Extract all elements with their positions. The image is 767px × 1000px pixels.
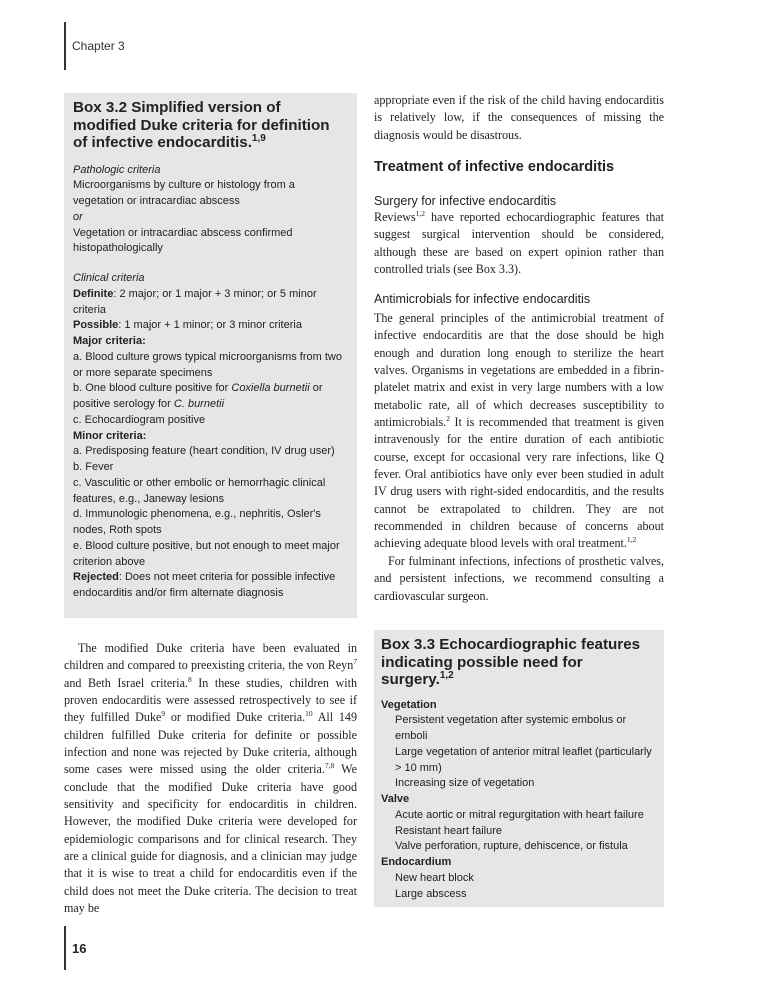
vegetation-heading: Vegetation — [381, 698, 437, 711]
rejected-criteria: Rejected: Does not meet criteria for possible infective endocarditis and/or firm alternate diagnosis — [73, 571, 336, 599]
minor-criterion-b: b. Fever — [73, 461, 114, 473]
chapter-label: Chapter 3 — [72, 39, 125, 53]
heading-surgery: Surgery for infective endocarditis — [374, 194, 557, 208]
major-criterion-a: a. Blood culture grows typical microorganisms from two or more separate specimens — [73, 350, 342, 379]
valve-item-1: Acute aortic or mitral regurgitation with heart failure — [395, 808, 644, 821]
antimicrobials-paragraph-1: The general principles of the antimicrobial treatment of infective endocarditis are that the dose should be high enough and duration long enough to sterilize the heart valves. Organisms in vegetations are embedded in a fibrin-platelet matrix and exist in very large numbers with a low metabolic rate, all of which decreases susceptibility to antimicrobials.$^2$ It is recommended that treatment is given intravenously for the entire duration of each antibiotic course, except for occasional very rare infections, like Q fever. Oral antibiotics have only ever been studied in adult IV drug users with right-sided endocarditis, and the results cannot be extrapolated to children. They are not recommended in children because of concerns about achieving adequate blood levels with oral treatment.$^{1,2}$ — [374, 311, 664, 551]
definite-criteria: Definite: 2 major; or 1 major + 3 minor; or 5 minor criteria — [73, 287, 317, 316]
pathologic-criterion-1: Microorganisms by culture or histology from a vegetation or intracardiac abscess — [73, 179, 295, 207]
paragraph-duke-evaluation: The modified Duke criteria have been evaluated in children and compared to preexisting criteria, the von Reyn$^7$ and Beth Israel criteria.$^8$ In these studies, children with proven endocarditis were assessed retrospectively to see if they fulfilled Duke$^9$ or modified Duke criteria.$^{10}$ All 149 children fulfilled Duke criteria for definite or possible infection and none was rejected by Duke criteria, although some cases were missed using the older criteria.$^{7,8}$ We conclude that the modified Duke criteria have good sensitivity and specificity for endocarditis in children. However, the modified Duke criteria were developed for epidemiologic comparisons and for clinical research. They are a clinical guide for diagnosis, and a clinician may judge that it is wise to treat a child for endocarditis even if the child does not meet the Duke criteria. The decision to treat may be — [64, 641, 357, 916]
endocardium-heading: Endocardium — [381, 856, 452, 868]
endocardium-item-2: Large abscess — [395, 887, 467, 900]
minor-criterion-d: d. Immunologic phenomena, e.g., nephritis, Osler's nodes, Roth spots — [73, 508, 321, 536]
box-3-2 — [64, 93, 357, 618]
heading-antimicrobials: Antimicrobials for infective endocarditis — [374, 292, 591, 306]
minor-criterion-e: e. Blood culture positive, but not enough to meet major criterion above — [73, 539, 340, 568]
minor-criterion-c: c. Vasculitic or other embolic or hemorrhagic clinical features, e.g., Janeway lesions — [73, 476, 326, 505]
minor-criteria-heading: Minor criteria: — [73, 429, 147, 442]
valve-heading: Valve — [381, 793, 410, 805]
clinical-heading: Clinical criteria — [73, 272, 145, 284]
endocardium-item-1: New heart block — [395, 871, 474, 884]
box-3-2-body — [73, 163, 348, 602]
vegetation-item-3: Increasing size of vegetation — [395, 777, 535, 790]
vegetation-item-2: Large vegetation of anterior mitral leaflet (particularly > 10 mm) — [395, 745, 652, 774]
valve-item-3: Valve perforation, rupture, dehiscence, or fistula — [395, 840, 628, 853]
possible-criteria: Possible: 1 major + 1 minor; or 3 minor criteria — [73, 319, 302, 332]
page-number: 16 — [72, 941, 87, 956]
or-text: or — [73, 210, 83, 223]
column-2-continuation — [374, 92, 664, 144]
pathologic-criterion-2: Vegetation or intracardiac abscess confirmed histopathologically — [73, 226, 293, 255]
header-rule — [64, 22, 66, 70]
surgery-paragraph: Reviews$^{1,2}$ have reported echocardiographic features that suggest surgical intervention should be considered, although these are based on expert opinion rather than controlled trials (see Box 3.3). — [374, 208, 664, 277]
minor-criterion-a: a. Predisposing feature (heart condition, IV drug user) — [73, 445, 335, 458]
box-3-3-title: Box 3.3 Echocardiographic features indicating possible need for surgery.$^{1,2}$ — [381, 636, 641, 688]
box-3-3-body — [381, 698, 657, 903]
pathologic-heading: Pathologic criteria — [73, 163, 161, 176]
column-1-text — [64, 640, 357, 918]
major-criteria-heading: Major criteria: — [73, 335, 146, 347]
surgery-text — [374, 209, 664, 278]
vegetation-item-1: Persistent vegetation after systemic embolus or emboli — [395, 714, 627, 742]
box-3-3 — [374, 630, 664, 907]
major-criterion-b: b. One blood culture positive for Coxiella burnetii or positive serology for C. burnetii — [73, 382, 323, 410]
antimicrobials-paragraph-2: For fulminant infections, infections of prosthetic valves, and persistent infections, we recommend consulting a cardiovascular surgeon. — [374, 553, 664, 603]
valve-item-2: Resistant heart failure — [395, 824, 502, 837]
footer-rule — [64, 926, 66, 970]
box-3-2-title: Box 3.2 Simplified version of modified Duke criteria for definition of infective endocarditis.$^{1,9}$ — [73, 99, 330, 151]
box-3-3-title-refs: 1,2 — [439, 669, 454, 681]
heading-treatment: Treatment of infective endocarditis — [374, 159, 615, 175]
major-criterion-c: c. Echocardiogram positive — [73, 413, 206, 426]
antimicrobials-text — [374, 310, 664, 605]
continuation-paragraph: appropriate even if the risk of the child having endocarditis is relatively low, if the consequences of missing the diagnosis would be disastrous. — [374, 93, 664, 142]
box-3-2-title-refs: 1,9 — [251, 132, 266, 144]
